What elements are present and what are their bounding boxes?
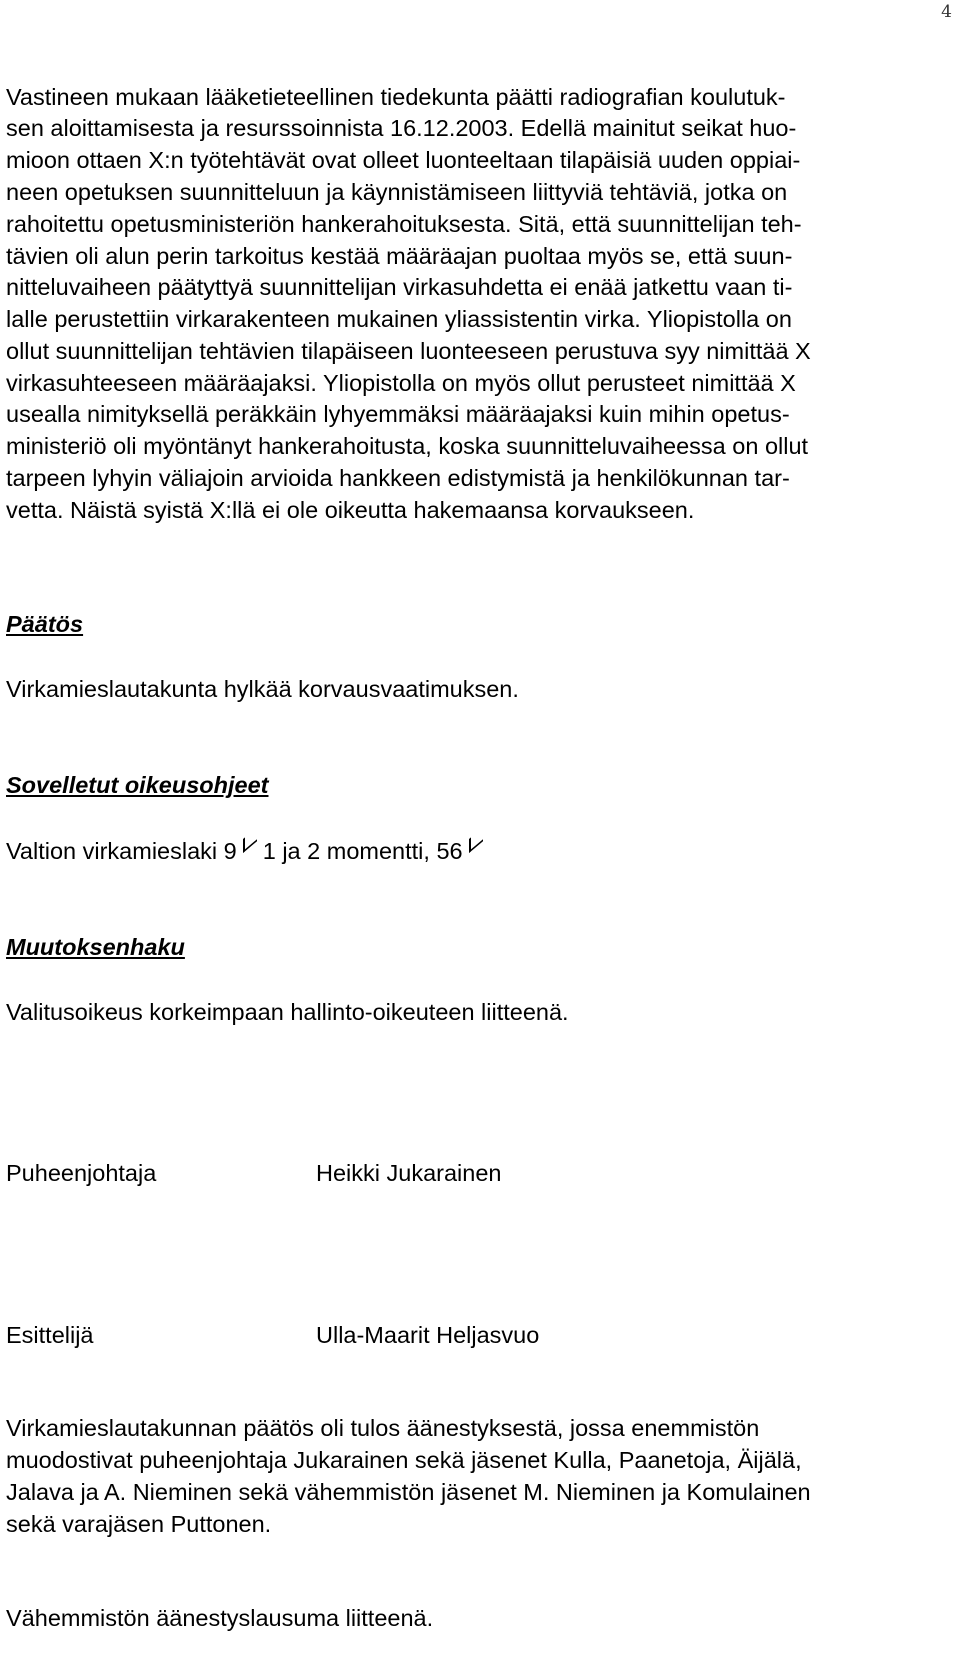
body-line: ollut suunnittelijan tehtävien tilapäiseen luonteeseen perustuva syy nimittää X <box>6 338 811 364</box>
body-line: nitteluvaiheen päätyttyä suunnittelijan virkasuhdetta ei enää jatkettu vaan ti- <box>6 274 793 300</box>
applied-law-heading: Sovelletut oikeusohjeet <box>6 772 269 798</box>
body-line: virkasuhteeseen määräajaksi. Yliopistolla on myös ollut perusteet nimittää X <box>6 370 796 396</box>
presenter-role: Esittelijä <box>6 1322 94 1348</box>
body-line: tarpeen lyhyin väliajoin arvioida hankkeen edistymistä ja henkilökunnan tar- <box>6 465 790 491</box>
appeal-text: Valitusoikeus korkeimpaan hallinto-oikeuteen liitteenä. <box>6 999 569 1025</box>
page-number: 4 <box>941 2 952 22</box>
vote-line: Jalava ja A. Nieminen sekä vähemmistön jäsenet M. Nieminen ja Komulainen <box>6 1479 811 1505</box>
body-line: ministeriö oli myöntänyt hankerahoitusta, koska suunnitteluvaiheessa on ollut <box>6 433 809 459</box>
body-line: mioon ottaen X:n työtehtävät ovat olleet luonteeltaan tilapäisiä uuden oppiai- <box>6 147 801 173</box>
body-line: sen aloittamisesta ja resurssoinnista 16.12.2003. Edellä mainitut seikat huo- <box>6 115 797 141</box>
presenter-name: Ulla-Maarit Heljasvuo <box>316 1322 540 1348</box>
vote-line: muodostivat puheenjohtaja Jukarainen sekä jäsenet Kulla, Paanetoja, Äijälä, <box>6 1447 802 1473</box>
vote-line: Virkamieslautakunnan päätös oli tulos äänestyksestä, jossa enemmistön <box>6 1415 760 1441</box>
applied-law-text <box>6 838 489 865</box>
applied-law-text-part2: 1 ja 2 momentti, 56 <box>262 838 463 864</box>
chairperson-role: Puheenjohtaja <box>6 1160 157 1186</box>
body-line: vetta. Näistä syistä X:llä ei ole oikeutta hakemaansa korvaukseen. <box>6 497 695 523</box>
body-line: Vastineen mukaan lääketieteellinen tiedekunta päätti radiografian koulutuk- <box>6 84 786 110</box>
section-symbol-icon <box>469 839 483 861</box>
body-line: tävien oli alun perin tarkoitus kestää määräajan puoltaa myös se, että suun- <box>6 243 793 269</box>
body-line: lalle perustettiin virkarakenteen mukainen yliassistentin virka. Yliopistolla on <box>6 306 792 332</box>
vote-line: sekä varajäsen Puttonen. <box>6 1511 272 1537</box>
minority-statement: Vähemmistön äänestyslausuma liitteenä. <box>6 1605 434 1631</box>
chairperson-name: Heikki Jukarainen <box>316 1160 502 1186</box>
decision-heading: Päätös <box>6 611 84 637</box>
applied-law-text-part1: Valtion virkamieslaki 9 <box>6 838 237 864</box>
section-symbol-icon <box>243 839 257 861</box>
body-line: neen opetuksen suunnitteluun ja käynnistämiseen liittyviä tehtäviä, jotka on <box>6 179 788 205</box>
decision-text: Virkamieslautakunta hylkää korvausvaatimuksen. <box>6 676 519 702</box>
appeal-heading: Muutoksenhaku <box>6 934 185 960</box>
body-line: rahoitettu opetusministeriön hankerahoituksesta. Sitä, että suunnittelijan teh- <box>6 211 802 237</box>
body-line: usealla nimityksellä peräkkäin lyhyemmäksi määräajaksi kuin mihin opetus- <box>6 401 790 427</box>
